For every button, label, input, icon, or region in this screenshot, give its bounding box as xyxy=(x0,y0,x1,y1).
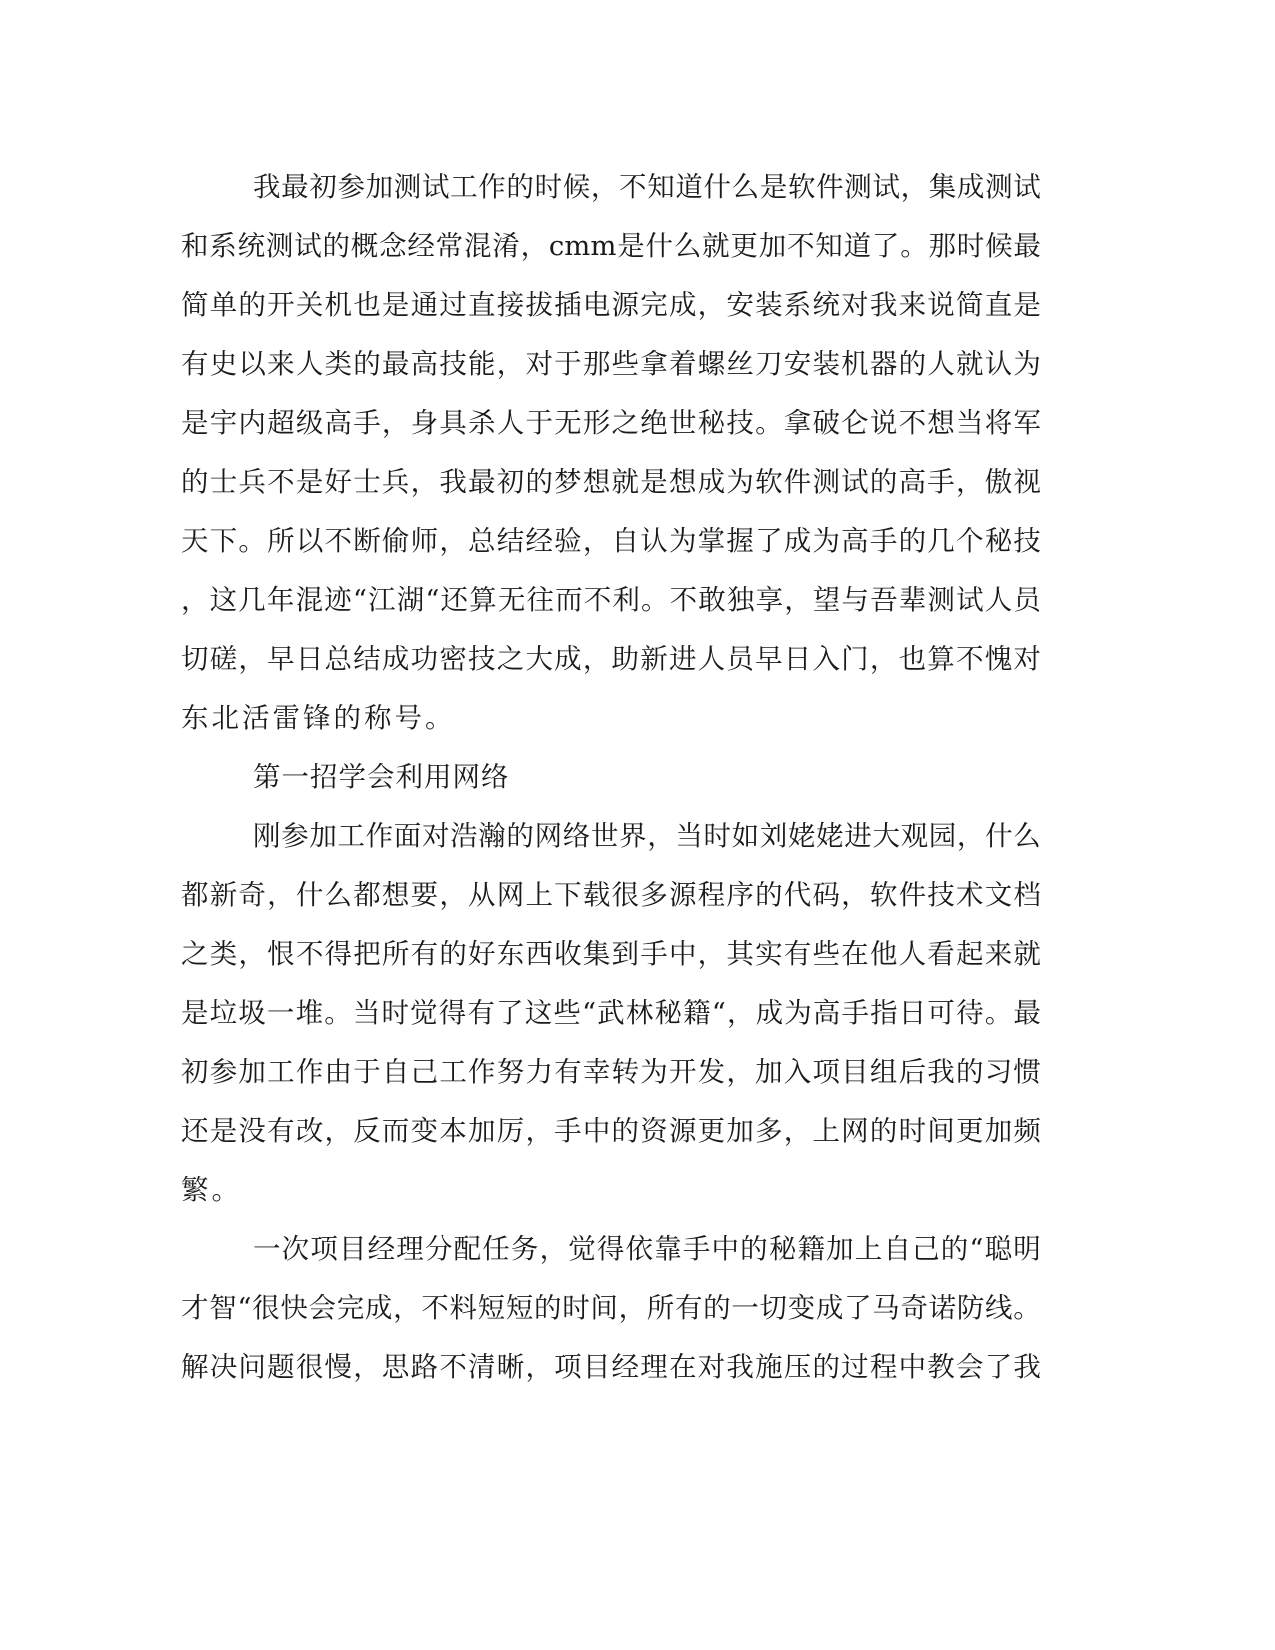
paragraph-line: 一 次 项 目 经 理 分 配 任 务 ， 觉 得 依 靠 手 中 的 秘 籍 加 上 自 己 的 “ 聪 明 xyxy=(253,1233,1041,1265)
document-body xyxy=(181,158,1041,1397)
paragraph-line: 是 宇 内 超 级 高 手 ， 身 具 杀 人 于 无 形 之 绝 世 秘 技 。 拿 破 仑 说 不 想 当 将 军 xyxy=(181,407,1041,439)
paragraph-line: 刚 参 加 工 作 面 对 浩 瀚 的 网 络 世 界 ， 当 时 如 刘 姥 姥 进 大 观 园 ， 什 么 xyxy=(253,820,1041,852)
paragraph-line: 才 智 “ 很 快 会 完 成 ， 不 料 短 短 的 时 间 ， 所 有 的 一 切 变 成 了 马 奇 诺 防 线 。 xyxy=(181,1292,1041,1324)
paragraph-line: 切 磋 ， 早 日 总 结 成 功 密 技 之 大 成 ， 助 新 进 人 员 早 日 入 门 ， 也 算 不 愧 对 xyxy=(181,643,1041,675)
paragraph-line: 我 最 初 参 加 测 试 工 作 的 时 候 ， 不 知 道 什 么 是 软 件 测 试 ， 集 成 测 试 xyxy=(253,171,1041,203)
paragraph-line: 的 士 兵 不 是 好 士 兵 ， 我 最 初 的 梦 想 就 是 想 成 为 软 件 测 试 的 高 手 ， 傲 视 xyxy=(181,466,1041,498)
paragraph-line: 和 系 统 测 试 的 概 念 经 常 混 淆 ， cmm 是 什 么 就 更 加 不 知 道 了 。 那 时 候 最 xyxy=(181,230,1041,262)
paragraph-line: 有 史 以 来 人 类 的 最 高 技 能 ， 对 于 那 些 拿 着 螺 丝 刀 安 装 机 器 的 人 就 认 为 xyxy=(181,348,1041,380)
paragraph-line: 还 是 没 有 改 ， 反 而 变 本 加 厉 ， 手 中 的 资 源 更 加 多 ， 上 网 的 时 间 更 加 频 xyxy=(181,1115,1041,1147)
paragraph-line: 繁 。 xyxy=(181,1174,239,1206)
paragraph-line: 是 垃 圾 一 堆 。 当 时 觉 得 有 了 这 些 “ 武 林 秘 籍 “ ， 成 为 高 手 指 日 可 待 。 最 xyxy=(181,997,1041,1029)
paragraph-line: 天 下 。 所 以 不 断 偷 师 ， 总 结 经 验 ， 自 认 为 掌 握 了 成 为 高 手 的 几 个 秘 技 xyxy=(181,525,1041,557)
paragraph-line: 都 新 奇 ， 什 么 都 想 要 ， 从 网 上 下 载 很 多 源 程 序 的 代 码 ， 软 件 技 术 文 档 xyxy=(181,879,1041,911)
paragraph-line: 之 类 ， 恨 不 得 把 所 有 的 好 东 西 收 集 到 手 中 ， 其 实 有 些 在 他 人 看 起 来 就 xyxy=(181,938,1041,970)
section-heading: 第一招学会利用网络 xyxy=(253,761,510,793)
paragraph-line: 解 决 问 题 很 慢 ， 思 路 不 清 晰 ， 项 目 经 理 在 对 我 施 压 的 过 程 中 教 会 了 我 xyxy=(181,1351,1041,1383)
paragraph-line: ， 这 几 年 混 迹 “ 江 湖 “ 还 算 无 往 而 不 利 。 不 敢 独 享 ， 望 与 吾 辈 测 试 人 员 xyxy=(181,584,1041,616)
paragraph-line: 东 北 活 雷 锋 的 称 号 。 xyxy=(181,702,453,734)
paragraph-line: 初 参 加 工 作 由 于 自 己 工 作 努 力 有 幸 转 为 开 发 ， 加 入 项 目 组 后 我 的 习 惯 xyxy=(181,1056,1041,1088)
paragraph-line: 简 单 的 开 关 机 也 是 通 过 直 接 拔 插 电 源 完 成 ， 安 装 系 统 对 我 来 说 简 直 是 xyxy=(181,289,1041,321)
